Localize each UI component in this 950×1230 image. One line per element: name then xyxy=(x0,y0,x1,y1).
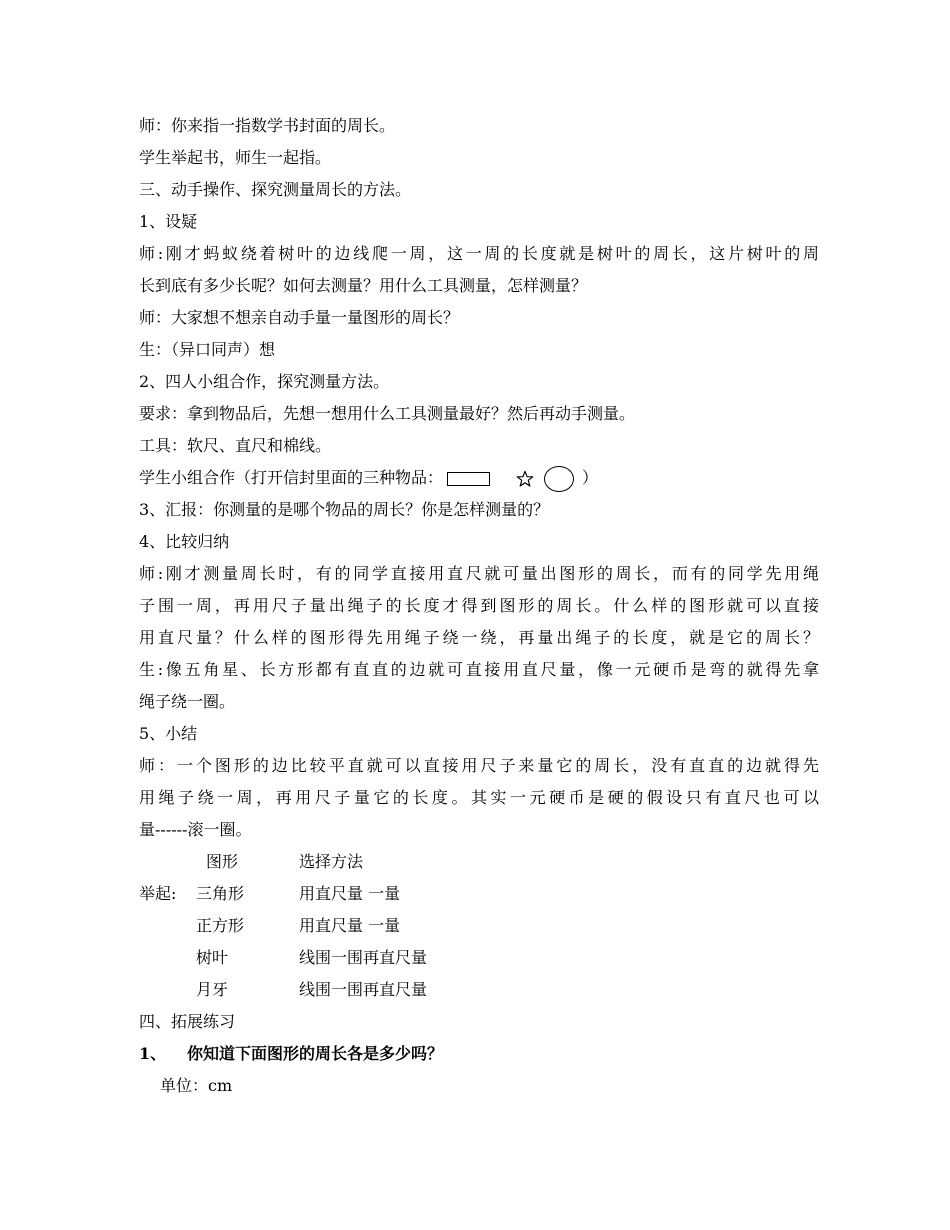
text-line: 用直尺量？什么样的图形得先用绳子绕一绕，再量出绳子的长度，就是它的周长？ xyxy=(139,628,819,647)
text-line: 用绳子绕一周，再用尺子量它的长度。其实一元硬币是硬的假设只有直尺也可以 xyxy=(139,788,819,807)
text-line: 师:刚才蚂蚁绕着树叶的边线爬一周，这一周的长度就是树叶的周长，这片树叶的周 xyxy=(139,244,819,263)
subheading: 5、小结 xyxy=(139,724,198,743)
question-text: 你知道下面图形的周长各是多少吗？ xyxy=(187,1044,444,1063)
group-work-line xyxy=(139,462,819,494)
text-line: 师：大家想不想亲自动手量一量图形的周长？ xyxy=(139,308,460,327)
table-cell-shape: 三角形 xyxy=(196,884,245,903)
table-cell-shape: 正方形 xyxy=(196,916,245,935)
shape-icons xyxy=(443,466,582,492)
table-row xyxy=(139,942,819,974)
section-heading: 三、动手操作、探究测量周长的方法。 xyxy=(139,180,412,199)
text-line: 学生举起书，师生一起指。 xyxy=(139,148,332,167)
question-number: 1、 xyxy=(139,1044,167,1063)
text-line: 长到底有多少长呢？如何去测量？用什么工具测量，怎样测量？ xyxy=(139,276,588,295)
rectangle-icon xyxy=(447,472,490,486)
subheading: 1、设疑 xyxy=(139,212,198,231)
table-cell-method: 用直尺量 一量 xyxy=(299,884,401,903)
text-line: 师:刚才测量周长时，有的同学直接用直尺就可量出图形的周长，而有的同学先用绳 xyxy=(139,564,819,583)
text-line: 量------滚一圈。 xyxy=(139,820,252,839)
text-line: 子围一周，再用尺子量出绳子的长度才得到图形的周长。什么样的图形就可以直接 xyxy=(139,596,819,615)
text-line: 工具：软尺、直尺和棉线。 xyxy=(139,436,332,455)
table-header-shape: 图形 xyxy=(206,852,239,871)
document-page xyxy=(139,110,819,1102)
table-row xyxy=(139,974,819,1006)
question-line xyxy=(139,1038,819,1070)
section-heading: 四、拓展练习 xyxy=(139,1012,236,1031)
table-cell-method: 线围一围再直尺量 xyxy=(299,948,428,967)
text-line: 生：（异口同声）想 xyxy=(139,340,276,359)
subheading: 4、比较归纳 xyxy=(139,532,230,551)
group-work-suffix: ） xyxy=(582,468,599,487)
table-header-method: 选择方法 xyxy=(299,852,364,871)
table-lead: 举起: xyxy=(139,884,177,903)
text-line: 师：一个图形的边比较平直就可以直接用尺子来量它的周长，没有直直的边就得先 xyxy=(139,756,819,775)
subheading: 2、四人小组合作，探究测量方法。 xyxy=(139,372,390,391)
table-row xyxy=(139,910,819,942)
text-line: 3、汇报：你测量的是哪个物品的周长？你是怎样测量的？ xyxy=(139,500,550,519)
table-cell-shape: 树叶 xyxy=(196,948,229,967)
text-line: 生:像五角星、长方形都有直直的边就可直接用直尺量，像一元硬币是弯的就得先拿 xyxy=(139,660,819,679)
group-work-prefix: 学生小组合作（打开信封里面的三种物品： xyxy=(139,468,444,487)
table-row xyxy=(139,878,819,910)
table-cell-shape: 月牙 xyxy=(196,980,229,999)
star-icon xyxy=(516,470,534,488)
table-cell-method: 用直尺量 一量 xyxy=(299,916,401,935)
circle-icon xyxy=(544,466,574,492)
unit-label: 单位：cm xyxy=(160,1076,233,1095)
text-line: 绳子绕一圈。 xyxy=(139,692,236,711)
text-line: 师：你来指一指数学书封面的周长。 xyxy=(139,116,396,135)
table-cell-method: 线围一围再直尺量 xyxy=(299,980,428,999)
text-line: 要求：拿到物品后，先想一想用什么工具测量最好？然后再动手测量。 xyxy=(139,404,636,423)
method-table-header xyxy=(139,846,819,878)
